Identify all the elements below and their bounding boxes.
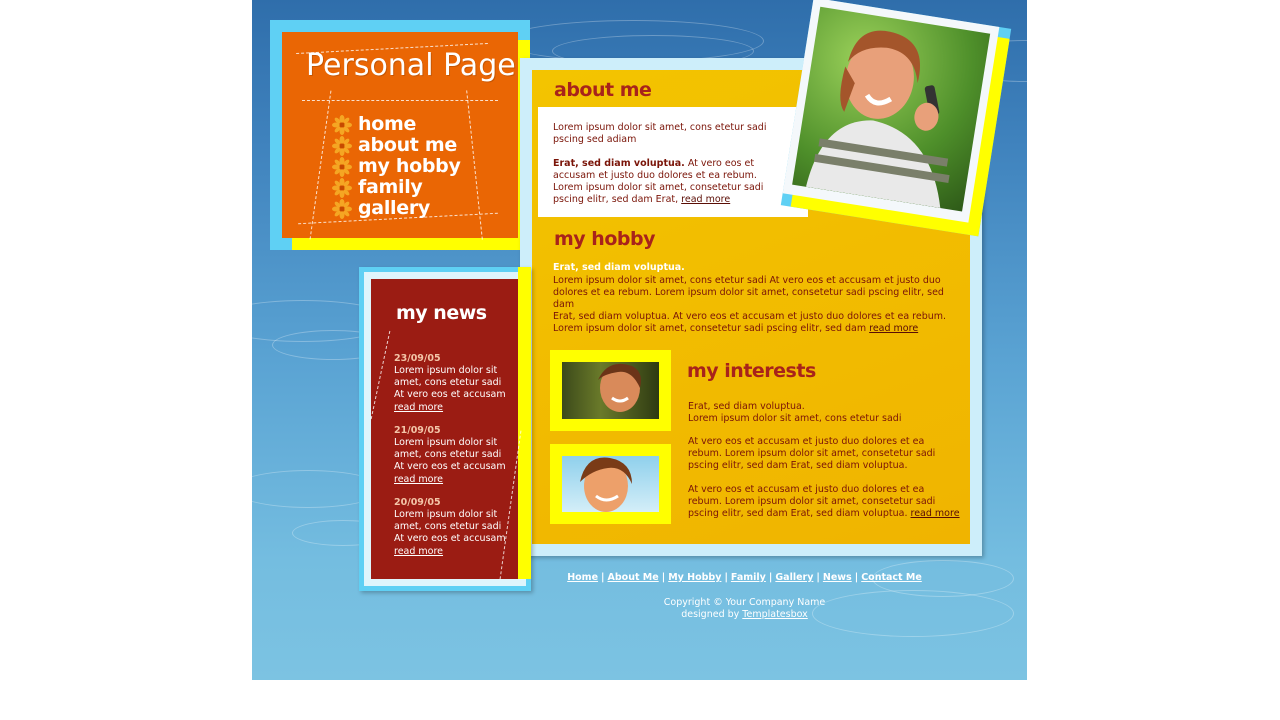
nav-item-about[interactable]: [332, 135, 461, 156]
footer-link-news[interactable]: News: [822, 572, 852, 583]
woman-smiling-image: [562, 362, 659, 419]
news-text: Lorem ipsum dolor sit amet, cons etetur sadi At vero eos et accusam: [394, 437, 506, 472]
news-card-accent: [518, 267, 531, 579]
nav-link-my-hobby[interactable]: my hobby: [358, 155, 461, 177]
news-date: 20/09/05: [394, 497, 441, 508]
footer-link-home[interactable]: Home: [567, 572, 599, 583]
designed-by-label: designed by: [681, 609, 743, 620]
page-background: [252, 0, 1027, 680]
news-date: 21/09/05: [394, 425, 441, 436]
footer-separator: |: [601, 572, 605, 583]
news-text: Lorem ipsum dolor sit amet, cons etetur sadi At vero eos et accusam: [394, 365, 506, 400]
site-title: Personal Page: [306, 48, 516, 83]
nav-link-gallery[interactable]: gallery: [358, 197, 430, 219]
main-navigation: [332, 114, 461, 219]
footer-separator: |: [816, 572, 820, 583]
nav-link-about-me[interactable]: about me: [358, 134, 457, 156]
footer-link-my-hobby[interactable]: My Hobby: [668, 572, 722, 583]
nav-item-family[interactable]: [332, 177, 461, 198]
nav-item-home[interactable]: [332, 114, 461, 135]
interests-read-more-link[interactable]: read more: [910, 508, 960, 519]
about-intro: Lorem ipsum dolor sit amet, cons etetur sadi pscing sed adiam: [553, 122, 767, 145]
interests-para-1: [688, 401, 958, 425]
footer-separator: |: [661, 572, 666, 583]
nav-item-hobby[interactable]: [332, 156, 461, 177]
about-text: At vero eos et accusam et justo duo dolores et ea rebum. Lorem ipsum dolor sit amet, consetetur sadi pscing elitr, sed dam Erat,: [553, 158, 764, 205]
footer-link-family[interactable]: Family: [730, 572, 766, 583]
news-date: 23/09/05: [394, 353, 441, 364]
interests-heading: my interests: [687, 360, 816, 382]
interest-thumbnail-1: [562, 362, 659, 419]
footer-link-gallery[interactable]: Gallery: [775, 572, 814, 583]
hobby-para-2-text: Erat, sed diam voluptua. At vero eos et accusam et justo duo dolores et ea rebum. Lorem ipsum dolor sit amet, consetetur sadi pscing elitr, sed dam: [553, 311, 947, 334]
news-heading: my news: [396, 302, 487, 324]
footer-navigation: [252, 572, 1027, 583]
about-heading: about me: [554, 79, 652, 101]
news-read-more-link[interactable]: read more: [394, 546, 444, 557]
news-read-more-link[interactable]: read more: [394, 402, 444, 413]
about-bold: Erat, sed diam voluptua.: [553, 158, 685, 169]
designed-by-line: [462, 609, 1027, 621]
hobby-bold-text: Erat, sed diam voluptua.: [553, 262, 685, 273]
woman-portrait-image: [792, 7, 990, 212]
nav-link-home[interactable]: home: [358, 113, 417, 135]
footer-link-about-me[interactable]: About Me: [607, 572, 659, 583]
hobby-heading: my hobby: [554, 228, 655, 250]
interests-para-2: At vero eos et accusam et justo duo dolores et ea rebum. Lorem ipsum dolor sit amet, consetetur sadi pscing elitr, sed dam Erat, sed diam voluptua.: [688, 436, 936, 471]
woman-outdoors-image: [562, 456, 659, 512]
hobby-para-2: [553, 311, 955, 335]
footer-link-contact-me[interactable]: Contact Me: [861, 572, 922, 583]
flower-icon: [332, 136, 352, 156]
copyright-block: [252, 597, 1027, 621]
nav-item-gallery[interactable]: [332, 198, 461, 219]
footer-separator: |: [854, 572, 859, 583]
flower-icon: [332, 157, 352, 177]
hobby-read-more-link[interactable]: read more: [869, 323, 919, 334]
profile-photo-card: [781, 0, 1011, 236]
hobby-para-1: Lorem ipsum dolor sit amet, cons etetur sadi At vero eos et accusam et justo duo dolores et ea rebum. Lorem ipsum dolor sit amet, consetetur sadi pscing elitr, sed dam: [553, 275, 944, 310]
profile-photo: [792, 7, 990, 212]
footer-separator: |: [768, 572, 773, 583]
hobby-bold: [553, 262, 953, 274]
flower-icon: [332, 199, 352, 219]
copyright-text: Copyright © Your Company Name: [663, 597, 826, 608]
decor-dash: [302, 100, 498, 101]
designer-link[interactable]: Templatesbox: [742, 609, 808, 620]
flower-icon: [332, 178, 352, 198]
interests-line-2: Lorem ipsum dolor sit amet, cons etetur sadi: [688, 413, 902, 424]
about-read-more-link[interactable]: read more: [681, 194, 731, 205]
interests-line-1: Erat, sed diam voluptua.: [688, 401, 805, 412]
news-text: Lorem ipsum dolor sit amet, cons etetur sadi At vero eos et accusam: [394, 509, 506, 544]
interests-para-3: [688, 484, 960, 520]
about-body: [553, 158, 778, 206]
flower-icon: [332, 115, 352, 135]
news-read-more-link[interactable]: read more: [394, 474, 444, 485]
interest-thumbnail-2: [562, 456, 659, 512]
photo-mat: [783, 0, 1000, 223]
nav-link-family[interactable]: family: [358, 176, 423, 198]
interests-para-3-text: At vero eos et accusam et justo duo dolores et ea rebum. Lorem ipsum dolor sit amet, consetetur sadi pscing elitr, sed dam Erat, sed diam voluptua.: [688, 484, 936, 519]
footer-separator: |: [724, 572, 728, 583]
